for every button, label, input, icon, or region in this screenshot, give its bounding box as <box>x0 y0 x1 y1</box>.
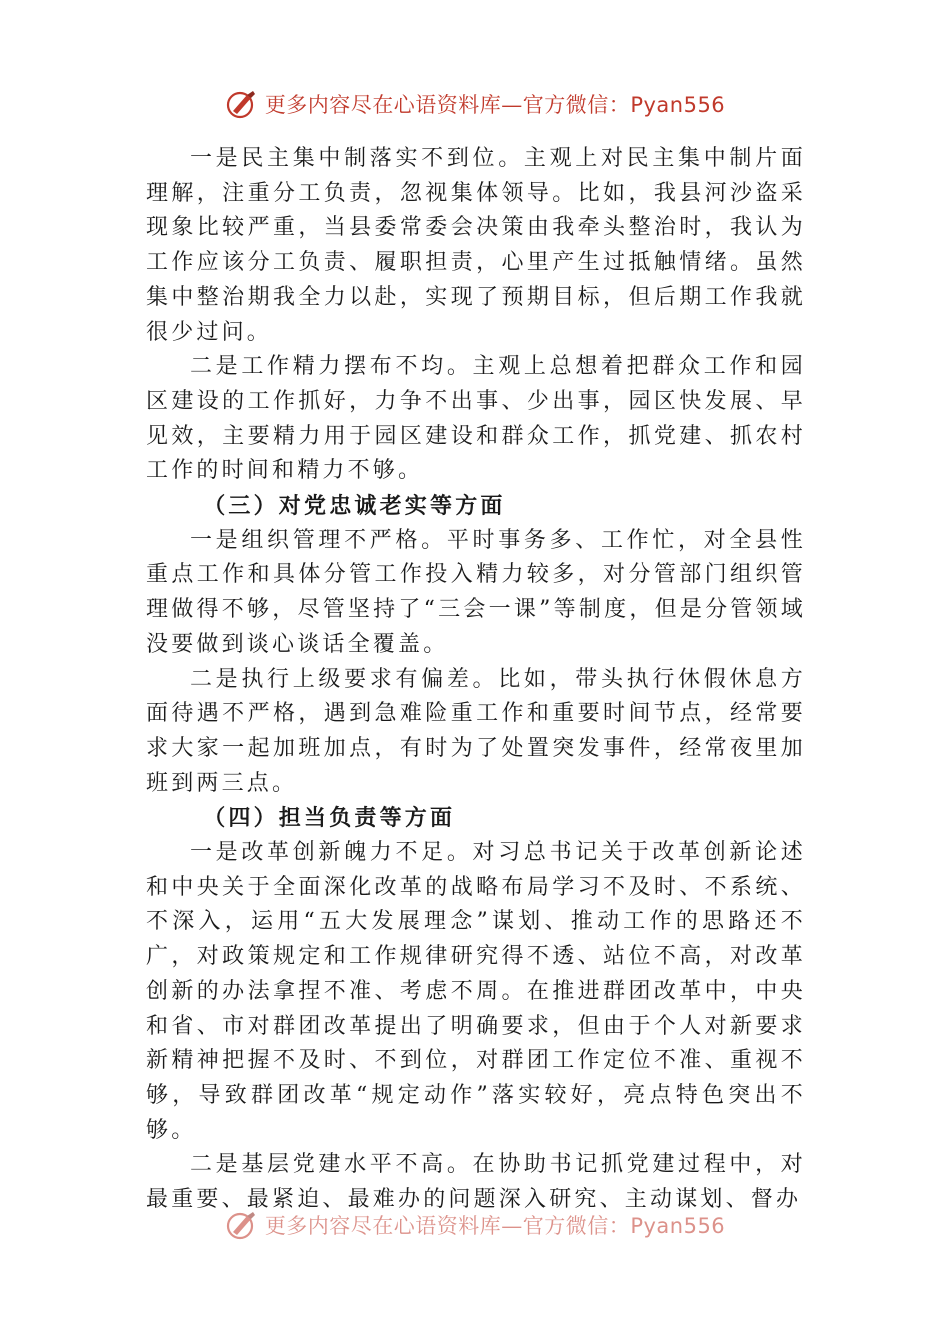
section-heading: （四）担当负责等方面 <box>203 805 456 832</box>
paragraph: 二是基层党建水平不高。在协助书记抓党建过程中，对最重要、最紧迫、最难办的问题深入研究、主动谋划、督办 <box>146 1152 806 1213</box>
watermark-text-cn: 更多内容尽在心语资料库—官方微信： <box>264 93 631 117</box>
paragraph: 一是组织管理不严格。平时事务多、工作忙，对全县性重点工作和具体分管工作投入精力较多，对分管部门组织管理做得不够，尽管坚持了“三会一课”等制度，但是分管领域没要做到谈心谈话全覆盖。 <box>146 527 806 657</box>
pen-logo-icon <box>225 87 259 121</box>
paragraph: 一是改革创新魄力不足。对习总书记关于改革创新论述和中央关于全面深化改革的战略布局学习不及时、不系统、不深入，运用“五大发展理念”谋划、推动工作的思路还不广，对政策规定和工作规律研究得不透、站位不高，对改革创新的办法拿捏不准、考虑不周。在推进群团改革中，中央和省、市对群团改革提出了明确要求，但由于个人对新要求新精神把握不及时、不到位，对群团工作定位不准、重视不够，导致群团改革“规定动作”落实较好，亮点特色突出不够。 <box>146 840 806 1143</box>
watermark-wechat-id: Pyan556 <box>630 1214 726 1238</box>
section-heading: （三）对党忠诚老实等方面 <box>203 493 506 520</box>
paragraph: 二是执行上级要求有偏差。比如，带头执行休假休息方面待遇不严格，遇到急难险重工作和重要时间节点，经常要求大家一起加班加点，有时为了处置突发事件，经常夜里加班到两三点。 <box>146 666 806 796</box>
paragraph: 二是工作精力摆布不均。主观上总想着把群众工作和园区建设的工作抓好，力争不出事、少出事，园区快发展、早见效，主要精力用于园区建设和群众工作，抓党建、抓农村工作的时间和精力不够。 <box>146 354 806 484</box>
watermark-text <box>265 1210 725 1240</box>
pen-logo-icon <box>225 1208 259 1242</box>
watermark-text <box>265 89 725 119</box>
document-body <box>146 142 806 1218</box>
paragraph: 一是民主集中制落实不到位。主观上对民主集中制片面理解，注重分工负责，忽视集体领导。比如，我县河沙盗采现象比较严重，当县委常委会决策由我牵头整治时，我认为工作应该分工负责、履职担责，心里产生过抵触情绪。虽然集中整治期我全力以赴，实现了预期目标，但后期工作我就很少过问。 <box>146 146 806 345</box>
watermark-wechat-id: Pyan556 <box>630 93 726 117</box>
watermark-footer <box>0 1205 950 1245</box>
watermark-header <box>0 84 950 124</box>
watermark-text-cn: 更多内容尽在心语资料库—官方微信： <box>264 1214 631 1238</box>
